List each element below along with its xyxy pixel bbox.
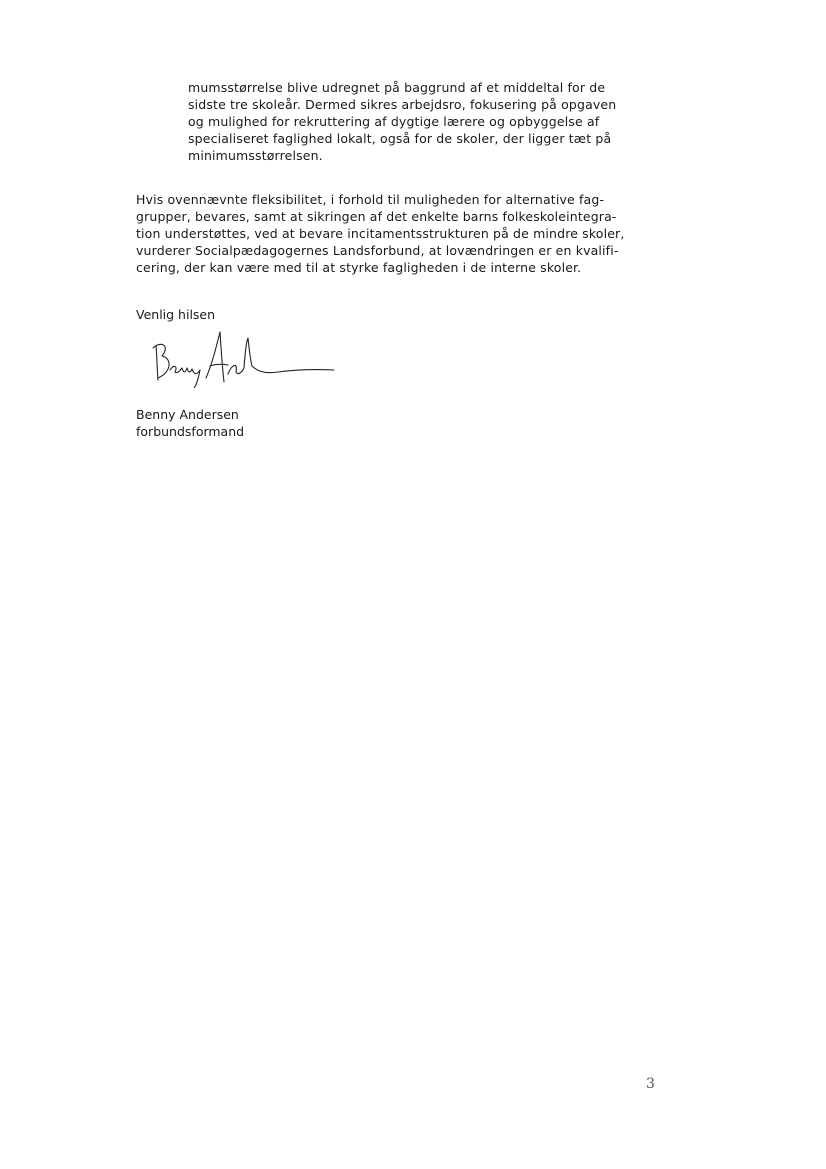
paragraph-line: minimumsstørrelsen. — [188, 148, 323, 163]
paragraph-line: specialiseret faglighed lokalt, også for de skoler, der ligger tæt på — [188, 131, 612, 146]
closing-salutation: Venlig hilsen — [136, 307, 216, 322]
paragraph-line: vurderer Socialpædagogernes Landsforbund, at lovændringen er en kvalifi- — [136, 243, 619, 258]
page-number: 3 — [646, 1076, 655, 1092]
paragraph-line: cering, der kan være med til at styrke fagligheden i de interne skoler. — [136, 260, 582, 275]
paragraph-line: mumsstørrelse blive udregnet på baggrund af et middeltal for de — [188, 80, 606, 95]
conclusion-paragraph — [136, 191, 656, 276]
continued-paragraph — [188, 79, 648, 164]
handwritten-signature — [148, 328, 348, 388]
paragraph-line: Hvis ovennævnte fleksibilitet, i forhold til muligheden for alternative fag- — [136, 192, 605, 207]
paragraph-line: sidste tre skoleår. Dermed sikres arbejdsro, fokusering på opgaven — [188, 97, 617, 112]
signer-name: Benny Andersen — [136, 407, 239, 422]
paragraph-line: grupper, bevares, samt at sikringen af det enkelte barns folkeskoleintegra- — [136, 209, 617, 224]
paragraph-line: tion understøttes, ved at bevare incitamentsstrukturen på de mindre skoler, — [136, 226, 625, 241]
signer-title: forbundsformand — [136, 424, 245, 439]
paragraph-line: og mulighed for rekruttering af dygtige lærere og opbyggelse af — [188, 114, 600, 129]
